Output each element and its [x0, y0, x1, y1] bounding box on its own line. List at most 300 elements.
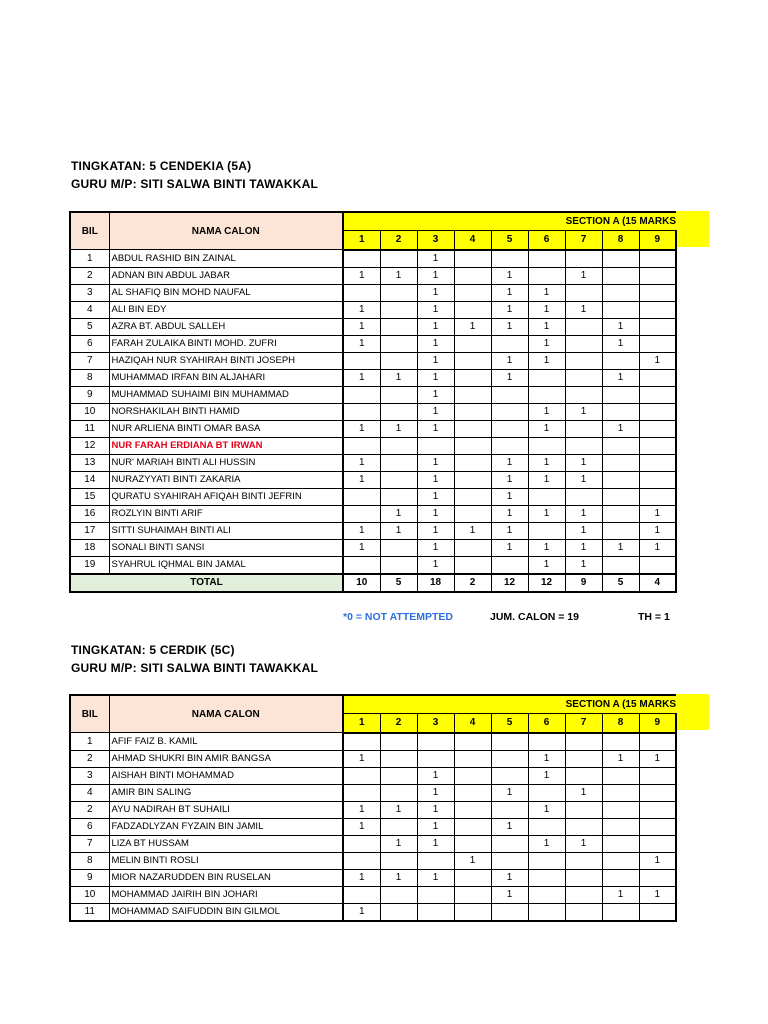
mark-q3: 1 — [417, 352, 454, 369]
mark-q6 — [528, 488, 565, 505]
mark-q8 — [602, 403, 639, 420]
mark-q6 — [528, 437, 565, 454]
mark-q1: 1 — [343, 522, 380, 539]
mark-q4: 1 — [454, 318, 491, 335]
row-name: MELIN BINTI ROSLI — [109, 852, 343, 869]
mark-q6 — [528, 267, 565, 284]
mark-q4 — [454, 818, 491, 835]
mark-q1 — [343, 784, 380, 801]
mark-q4 — [454, 750, 491, 767]
row-bil: 9 — [70, 386, 109, 403]
mark-q2: 1 — [380, 522, 417, 539]
mark-q4 — [454, 767, 491, 784]
mark-q6: 1 — [528, 301, 565, 318]
row-name: NURAZYYATI BINTI ZAKARIA — [109, 471, 343, 488]
mark-q2 — [380, 852, 417, 869]
mark-q4 — [454, 352, 491, 369]
table-row — [70, 869, 676, 886]
table-row — [70, 750, 676, 767]
question-number-3: 3 — [417, 714, 454, 733]
mark-q1 — [343, 437, 380, 454]
table-row — [70, 903, 676, 921]
mark-q1: 1 — [343, 267, 380, 284]
mark-q6 — [528, 250, 565, 268]
row-bil: 17 — [70, 522, 109, 539]
mark-q5 — [491, 386, 528, 403]
mark-q2 — [380, 886, 417, 903]
table-row — [70, 420, 676, 437]
mark-q2 — [380, 301, 417, 318]
row-bil: 16 — [70, 505, 109, 522]
row-bil: 3 — [70, 284, 109, 301]
mark-q7 — [565, 750, 602, 767]
mark-q6: 1 — [528, 352, 565, 369]
mark-q3: 1 — [417, 471, 454, 488]
mark-q8: 1 — [602, 318, 639, 335]
mark-q3: 1 — [417, 818, 454, 835]
table-row — [70, 784, 676, 801]
question-number-5: 5 — [491, 231, 528, 250]
mark-q1 — [343, 767, 380, 784]
mark-q6: 1 — [528, 284, 565, 301]
mark-q5 — [491, 420, 528, 437]
mark-q3: 1 — [417, 301, 454, 318]
mark-q2: 1 — [380, 835, 417, 852]
mark-q7: 1 — [565, 556, 602, 574]
class2-marks-table — [69, 694, 677, 922]
row-bil: 9 — [70, 869, 109, 886]
total-q2: 5 — [380, 574, 417, 592]
mark-q3: 1 — [417, 801, 454, 818]
mark-q3: 1 — [417, 505, 454, 522]
mark-q6: 1 — [528, 471, 565, 488]
mark-q8: 1 — [602, 539, 639, 556]
row-name: SYAHRUL IQHMAL BIN JAMAL — [109, 556, 343, 574]
mark-q4 — [454, 556, 491, 574]
mark-q8 — [602, 301, 639, 318]
th-count: TH = 1 — [638, 611, 670, 623]
mark-q8 — [602, 352, 639, 369]
row-name: HAZIQAH NUR SYAHIRAH BINTI JOSEPH — [109, 352, 343, 369]
mark-q1 — [343, 733, 380, 751]
mark-q9 — [639, 369, 676, 386]
mark-q4 — [454, 301, 491, 318]
mark-q2 — [380, 403, 417, 420]
table-row — [70, 454, 676, 471]
mark-q3: 1 — [417, 784, 454, 801]
mark-q1: 1 — [343, 454, 380, 471]
section-a-header: SECTION A (15 MARKS — [343, 212, 676, 231]
table-row — [70, 437, 676, 454]
mark-q6 — [528, 369, 565, 386]
mark-q3 — [417, 733, 454, 751]
mark-q8 — [602, 250, 639, 268]
mark-q6: 1 — [528, 420, 565, 437]
mark-q1: 1 — [343, 301, 380, 318]
row-bil: 10 — [70, 403, 109, 420]
row-name: NUR' MARIAH BINTI ALI HUSSIN — [109, 454, 343, 471]
mark-q9 — [639, 869, 676, 886]
mark-q5: 1 — [491, 539, 528, 556]
section-header-overflow — [673, 211, 709, 247]
mark-q6 — [528, 733, 565, 751]
mark-q1 — [343, 403, 380, 420]
mark-q6: 1 — [528, 539, 565, 556]
mark-q5 — [491, 852, 528, 869]
mark-q3: 1 — [417, 335, 454, 352]
total-row — [70, 574, 676, 592]
mark-q1: 1 — [343, 471, 380, 488]
row-name: ROZLYIN BINTI ARIF — [109, 505, 343, 522]
mark-q5: 1 — [491, 284, 528, 301]
mark-q5: 1 — [491, 454, 528, 471]
row-name: AMIR BIN SALING — [109, 784, 343, 801]
mark-q3: 1 — [417, 522, 454, 539]
class1-tingkatan: TINGKATAN: 5 CENDEKIA (5A) — [71, 159, 252, 173]
mark-q1: 1 — [343, 818, 380, 835]
table-row — [70, 767, 676, 784]
table-row — [70, 886, 676, 903]
mark-q4 — [454, 733, 491, 751]
row-name: ABDUL RASHID BIN ZAINAL — [109, 250, 343, 268]
table-row — [70, 301, 676, 318]
mark-q8 — [602, 267, 639, 284]
row-name: AZRA BT. ABDUL SALLEH — [109, 318, 343, 335]
mark-q1 — [343, 505, 380, 522]
row-bil: 2 — [70, 801, 109, 818]
mark-q8 — [602, 386, 639, 403]
mark-q7 — [565, 767, 602, 784]
mark-q7 — [565, 250, 602, 268]
mark-q4 — [454, 886, 491, 903]
question-number-6: 6 — [528, 231, 565, 250]
mark-q5: 1 — [491, 869, 528, 886]
mark-q4 — [454, 335, 491, 352]
mark-q2 — [380, 784, 417, 801]
row-name: ALI BIN EDY — [109, 301, 343, 318]
mark-q3: 1 — [417, 386, 454, 403]
row-name: NUR ARLIENA BINTI OMAR BASA — [109, 420, 343, 437]
table-row — [70, 835, 676, 852]
question-number-7: 7 — [565, 231, 602, 250]
mark-q9: 1 — [639, 852, 676, 869]
total-q6: 12 — [528, 574, 565, 592]
mark-q8: 1 — [602, 335, 639, 352]
mark-q8 — [602, 522, 639, 539]
mark-q8 — [602, 437, 639, 454]
mark-q7 — [565, 488, 602, 505]
mark-q2: 1 — [380, 420, 417, 437]
mark-q1: 1 — [343, 318, 380, 335]
mark-q9 — [639, 250, 676, 268]
mark-q3: 1 — [417, 539, 454, 556]
mark-q9 — [639, 284, 676, 301]
mark-q2 — [380, 767, 417, 784]
table-row — [70, 733, 676, 751]
mark-q3: 1 — [417, 369, 454, 386]
mark-q9: 1 — [639, 886, 676, 903]
mark-q2 — [380, 818, 417, 835]
mark-q3 — [417, 852, 454, 869]
mark-q1 — [343, 250, 380, 268]
row-bil: 7 — [70, 352, 109, 369]
row-name: MOHAMMAD SAIFUDDIN BIN GILMOL — [109, 903, 343, 921]
mark-q3 — [417, 886, 454, 903]
table-row — [70, 505, 676, 522]
total-q1: 10 — [343, 574, 380, 592]
table-row — [70, 522, 676, 539]
row-name: MUHAMMAD SUHAIMI BIN MUHAMMAD — [109, 386, 343, 403]
mark-q7: 1 — [565, 539, 602, 556]
mark-q2 — [380, 733, 417, 751]
mark-q2 — [380, 318, 417, 335]
mark-q9 — [639, 420, 676, 437]
mark-q4 — [454, 437, 491, 454]
mark-q2 — [380, 488, 417, 505]
mark-q5: 1 — [491, 318, 528, 335]
mark-q8 — [602, 818, 639, 835]
mark-q6 — [528, 386, 565, 403]
mark-q3: 1 — [417, 488, 454, 505]
mark-q4 — [454, 386, 491, 403]
mark-q6 — [528, 869, 565, 886]
mark-q2 — [380, 903, 417, 921]
mark-q2 — [380, 539, 417, 556]
total-q8: 5 — [602, 574, 639, 592]
jum-calon: JUM. CALON = 19 — [490, 611, 579, 623]
row-name: QURATU SYAHIRAH AFIQAH BINTI JEFRIN — [109, 488, 343, 505]
mark-q2 — [380, 471, 417, 488]
mark-q8: 1 — [602, 369, 639, 386]
mark-q2 — [380, 556, 417, 574]
row-name: LIZA BT HUSSAM — [109, 835, 343, 852]
total-label: TOTAL — [70, 574, 343, 592]
mark-q5: 1 — [491, 267, 528, 284]
row-bil: 4 — [70, 784, 109, 801]
mark-q5: 1 — [491, 522, 528, 539]
row-bil: 15 — [70, 488, 109, 505]
mark-q9 — [639, 301, 676, 318]
total-q7: 9 — [565, 574, 602, 592]
mark-q6: 1 — [528, 454, 565, 471]
mark-q6: 1 — [528, 403, 565, 420]
row-name: NORSHAKILAH BINTI HAMID — [109, 403, 343, 420]
mark-q9: 1 — [639, 750, 676, 767]
bil-header: BIL — [70, 695, 109, 733]
row-name: SONALI BINTI SANSI — [109, 539, 343, 556]
row-name: AFIF FAIZ B. KAMIL — [109, 733, 343, 751]
mark-q5 — [491, 250, 528, 268]
mark-q6: 1 — [528, 505, 565, 522]
mark-q6 — [528, 818, 565, 835]
mark-q8 — [602, 284, 639, 301]
mark-q7: 1 — [565, 454, 602, 471]
row-bil: 12 — [70, 437, 109, 454]
mark-q7 — [565, 869, 602, 886]
row-name: NUR FARAH ERDIANA BT IRWAN — [109, 437, 343, 454]
row-name: SITTI SUHAIMAH BINTI ALI — [109, 522, 343, 539]
row-bil: 10 — [70, 886, 109, 903]
row-name: AISHAH BINTI MOHAMMAD — [109, 767, 343, 784]
mark-q4 — [454, 250, 491, 268]
mark-q6: 1 — [528, 318, 565, 335]
class2-tingkatan: TINGKATAN: 5 CERDIK (5C) — [71, 643, 235, 657]
mark-q3: 1 — [417, 556, 454, 574]
mark-q4 — [454, 454, 491, 471]
table-row — [70, 488, 676, 505]
mark-q3: 1 — [417, 267, 454, 284]
table-row — [70, 471, 676, 488]
table-row — [70, 818, 676, 835]
mark-q7 — [565, 335, 602, 352]
table-row — [70, 352, 676, 369]
mark-q2 — [380, 335, 417, 352]
mark-q4 — [454, 903, 491, 921]
question-number-6: 6 — [528, 714, 565, 733]
mark-q7: 1 — [565, 471, 602, 488]
mark-q1 — [343, 386, 380, 403]
mark-q3: 1 — [417, 420, 454, 437]
mark-q7 — [565, 733, 602, 751]
mark-q9 — [639, 784, 676, 801]
mark-q1: 1 — [343, 750, 380, 767]
mark-q9 — [639, 733, 676, 751]
mark-q7 — [565, 852, 602, 869]
mark-q5: 1 — [491, 488, 528, 505]
question-number-7: 7 — [565, 714, 602, 733]
row-bil: 1 — [70, 733, 109, 751]
nama-header: NAMA CALON — [109, 212, 343, 250]
mark-q3: 1 — [417, 767, 454, 784]
mark-q7: 1 — [565, 835, 602, 852]
mark-q4: 1 — [454, 522, 491, 539]
question-number-1: 1 — [343, 231, 380, 250]
mark-q3 — [417, 750, 454, 767]
mark-q8 — [602, 488, 639, 505]
mark-q4 — [454, 488, 491, 505]
mark-q7 — [565, 386, 602, 403]
mark-q9 — [639, 835, 676, 852]
class1-guru: GURU M/P: SITI SALWA BINTI TAWAKKAL — [71, 177, 318, 191]
mark-q1: 1 — [343, 903, 380, 921]
mark-q5: 1 — [491, 369, 528, 386]
mark-q7: 1 — [565, 403, 602, 420]
mark-q9: 1 — [639, 352, 676, 369]
mark-q5: 1 — [491, 471, 528, 488]
table-header-row — [70, 212, 676, 231]
mark-q5 — [491, 335, 528, 352]
mark-q6 — [528, 522, 565, 539]
mark-q6 — [528, 852, 565, 869]
question-number-9: 9 — [639, 231, 676, 250]
row-bil: 8 — [70, 369, 109, 386]
mark-q1 — [343, 835, 380, 852]
mark-q2: 1 — [380, 801, 417, 818]
mark-q4 — [454, 267, 491, 284]
mark-q5: 1 — [491, 818, 528, 835]
not-attempted-note: *0 = NOT ATTEMPTED — [343, 611, 453, 623]
mark-q8 — [602, 852, 639, 869]
row-name: ADNAN BIN ABDUL JABAR — [109, 267, 343, 284]
table-row — [70, 335, 676, 352]
mark-q5: 1 — [491, 886, 528, 903]
class2-guru: GURU M/P: SITI SALWA BINTI TAWAKKAL — [71, 661, 318, 675]
mark-q9 — [639, 903, 676, 921]
mark-q9 — [639, 801, 676, 818]
row-bil: 7 — [70, 835, 109, 852]
row-bil: 11 — [70, 903, 109, 921]
total-q9: 4 — [639, 574, 676, 592]
mark-q7 — [565, 352, 602, 369]
mark-q3 — [417, 903, 454, 921]
mark-q2 — [380, 284, 417, 301]
mark-q5 — [491, 835, 528, 852]
mark-q3: 1 — [417, 869, 454, 886]
mark-q5 — [491, 767, 528, 784]
question-number-3: 3 — [417, 231, 454, 250]
mark-q7: 1 — [565, 784, 602, 801]
mark-q9 — [639, 403, 676, 420]
question-number-2: 2 — [380, 714, 417, 733]
row-bil: 1 — [70, 250, 109, 268]
mark-q2 — [380, 250, 417, 268]
table-row — [70, 556, 676, 574]
class1-marks-table — [69, 211, 677, 593]
mark-q1: 1 — [343, 539, 380, 556]
mark-q9: 1 — [639, 505, 676, 522]
row-bil: 3 — [70, 767, 109, 784]
table-row — [70, 250, 676, 268]
table-row — [70, 403, 676, 420]
row-bil: 14 — [70, 471, 109, 488]
row-name: MOHAMMAD JAIRIH BIN JOHARI — [109, 886, 343, 903]
mark-q5 — [491, 750, 528, 767]
table-row — [70, 369, 676, 386]
bil-header: BIL — [70, 212, 109, 250]
mark-q4 — [454, 369, 491, 386]
mark-q7 — [565, 818, 602, 835]
question-number-5: 5 — [491, 714, 528, 733]
total-q3: 18 — [417, 574, 454, 592]
table-row — [70, 267, 676, 284]
question-number-2: 2 — [380, 231, 417, 250]
mark-q7 — [565, 318, 602, 335]
mark-q3 — [417, 437, 454, 454]
row-bil: 6 — [70, 335, 109, 352]
mark-q5 — [491, 437, 528, 454]
mark-q9 — [639, 818, 676, 835]
mark-q8 — [602, 767, 639, 784]
row-bil: 2 — [70, 267, 109, 284]
mark-q2 — [380, 386, 417, 403]
mark-q1: 1 — [343, 369, 380, 386]
mark-q5 — [491, 733, 528, 751]
mark-q8 — [602, 784, 639, 801]
mark-q9 — [639, 335, 676, 352]
row-name: AHMAD SHUKRI BIN AMIR BANGSA — [109, 750, 343, 767]
row-bil: 13 — [70, 454, 109, 471]
mark-q7: 1 — [565, 505, 602, 522]
mark-q8 — [602, 869, 639, 886]
mark-q2: 1 — [380, 869, 417, 886]
question-number-8: 8 — [602, 231, 639, 250]
mark-q5 — [491, 556, 528, 574]
total-q4: 2 — [454, 574, 491, 592]
total-q5: 12 — [491, 574, 528, 592]
mark-q3: 1 — [417, 835, 454, 852]
mark-q2: 1 — [380, 505, 417, 522]
mark-q4 — [454, 403, 491, 420]
